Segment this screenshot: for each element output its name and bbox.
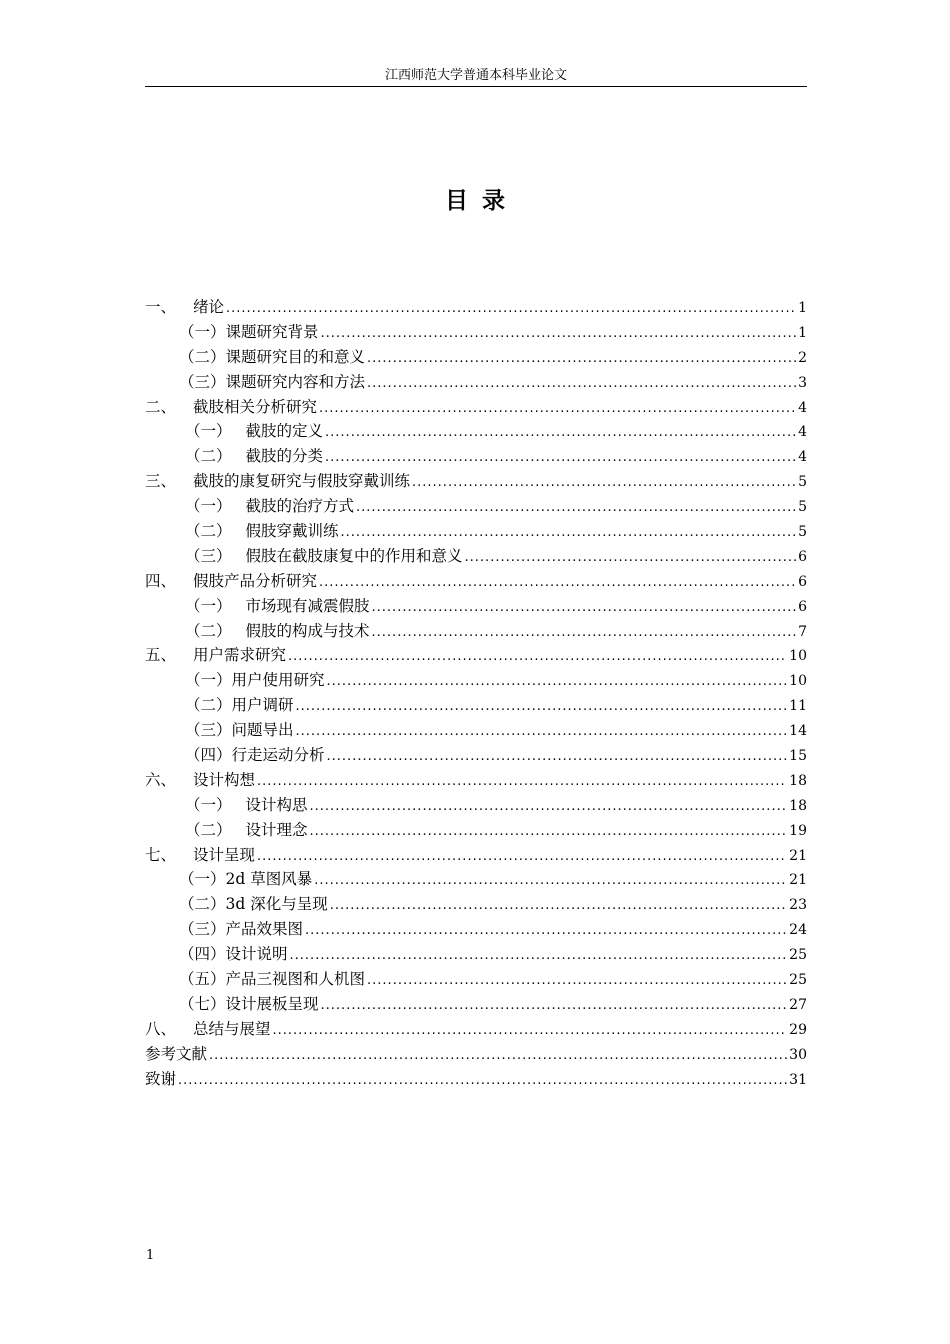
toc-entry-label: 课题研究背景 <box>225 322 319 341</box>
toc-entry-number: （三） <box>179 372 226 391</box>
toc-entry[interactable] <box>145 1017 807 1042</box>
toc-entry-number: （二） <box>179 347 226 366</box>
toc-leader-dots <box>257 770 787 795</box>
toc-entry-page: 27 <box>789 996 807 1013</box>
toc-entry-page: 10 <box>789 673 807 690</box>
toc-entry[interactable] <box>145 494 807 519</box>
toc-entry[interactable] <box>145 843 807 868</box>
toc-entry-label: 假肢的构成与技术 <box>245 621 370 640</box>
toc-entry[interactable] <box>145 668 807 693</box>
toc-entry-label: 截肢的治疗方式 <box>245 497 355 516</box>
toc-leader-dots <box>305 919 787 944</box>
toc-entry-number: 一、 <box>145 298 177 316</box>
page-header: 江西师范大学普通本科毕业论文 <box>145 66 807 87</box>
toc-entry-number: （三） <box>185 546 232 565</box>
toc-entry-number: 五、 <box>145 646 177 665</box>
toc-entry[interactable] <box>145 395 807 420</box>
toc-entry-label: 产品三视图和人机图 <box>225 970 366 989</box>
toc-entry-number: （一） <box>185 795 232 814</box>
toc-entry[interactable] <box>145 469 807 494</box>
toc-leader-dots <box>288 645 787 670</box>
toc-entry[interactable] <box>145 693 807 718</box>
table-of-contents <box>145 295 807 1092</box>
toc-leader-dots <box>296 720 788 745</box>
toc-leader-dots <box>321 994 788 1019</box>
toc-entry-number: （一） <box>185 497 232 516</box>
toc-entry-label: 设计理念 <box>245 820 308 839</box>
toc-entry-label: 设计呈现 <box>193 845 256 864</box>
toc-leader-dots <box>372 621 797 646</box>
toc-entry[interactable] <box>145 967 807 992</box>
toc-entry[interactable] <box>145 619 807 644</box>
toc-leader-dots <box>327 745 788 770</box>
toc-entry-label: 产品效果图 <box>225 920 304 939</box>
toc-entry-number: 三、 <box>145 472 177 491</box>
toc-entry-page: 31 <box>789 1071 807 1088</box>
toc-entry-page: 5 <box>798 474 807 491</box>
toc-leader-dots <box>226 297 796 322</box>
toc-entry-page: 15 <box>789 748 807 765</box>
toc-entry[interactable] <box>145 295 807 320</box>
toc-leader-dots <box>257 845 787 870</box>
toc-leader-dots <box>325 446 796 471</box>
page-number: 1 <box>146 1248 155 1263</box>
toc-entry-page: 10 <box>789 648 807 665</box>
toc-entry-page: 4 <box>798 399 807 416</box>
toc-entry-number: （二） <box>185 820 232 839</box>
toc-entry-label: 问题导出 <box>231 721 294 740</box>
toc-entry-number: （七） <box>179 994 226 1013</box>
toc-entry-number: （五） <box>179 970 226 989</box>
toc-entry-page: 25 <box>789 972 807 989</box>
toc-entry-page: 5 <box>798 524 807 541</box>
toc-entry[interactable] <box>145 345 807 370</box>
toc-entry-label: 2d 草图风暴 <box>225 870 313 889</box>
toc-entry-page: 14 <box>789 723 807 740</box>
toc-entry[interactable] <box>145 743 807 768</box>
toc-entry[interactable] <box>145 444 807 469</box>
toc-entry[interactable] <box>145 768 807 793</box>
toc-entry-number: （一） <box>185 422 232 441</box>
toc-entry-number: （一） <box>179 870 226 889</box>
toc-leader-dots <box>319 397 796 422</box>
toc-entry[interactable] <box>145 917 807 942</box>
toc-entry[interactable] <box>145 1042 807 1067</box>
toc-entry-number: （二） <box>185 621 232 640</box>
toc-entry-page: 18 <box>789 772 807 789</box>
toc-entry[interactable] <box>145 942 807 967</box>
toc-title: 目录 <box>445 188 519 214</box>
toc-entry-label: 设计展板呈现 <box>225 994 319 1013</box>
toc-entry-number: 四、 <box>145 571 177 590</box>
toc-leader-dots <box>465 546 797 571</box>
toc-entry-label: 致谢 <box>145 1069 177 1088</box>
toc-entry-number: （二） <box>185 696 232 715</box>
toc-leader-dots <box>367 969 787 994</box>
toc-leader-dots <box>209 1044 787 1069</box>
toc-leader-dots <box>325 421 796 446</box>
toc-entry[interactable] <box>145 992 807 1017</box>
toc-entry-page: 6 <box>798 573 807 590</box>
toc-entry[interactable] <box>145 569 807 594</box>
toc-leader-dots <box>314 869 787 894</box>
toc-entry-label: 截肢相关分析研究 <box>193 397 318 416</box>
toc-entry-page: 2 <box>798 349 807 366</box>
toc-entry-page: 21 <box>789 847 807 864</box>
toc-entry-number: （四） <box>185 746 232 765</box>
toc-entry-number: （二） <box>185 447 232 466</box>
toc-entry-label: 课题研究目的和意义 <box>225 347 366 366</box>
toc-entry-label: 设计构想 <box>193 770 256 789</box>
toc-entry-label: 用户需求研究 <box>193 646 287 665</box>
toc-entry-page: 23 <box>789 897 807 914</box>
toc-entry-number: （一） <box>185 671 232 690</box>
toc-entry-page: 3 <box>798 374 807 391</box>
toc-entry-label: 截肢的分类 <box>245 447 324 466</box>
toc-entry-number: （二） <box>179 895 226 914</box>
toc-entry-page: 29 <box>789 1021 807 1038</box>
toc-leader-dots <box>330 894 787 919</box>
toc-entry-page: 21 <box>789 872 807 889</box>
toc-entry-number: 二、 <box>145 397 177 416</box>
toc-leader-dots <box>356 496 796 521</box>
toc-entry-page: 18 <box>789 797 807 814</box>
toc-leader-dots <box>372 596 797 621</box>
toc-leader-dots <box>321 322 797 347</box>
toc-leader-dots <box>367 372 796 397</box>
toc-entry-page: 19 <box>789 822 807 839</box>
toc-entry-page: 6 <box>798 548 807 565</box>
toc-entry[interactable] <box>145 643 807 668</box>
toc-entry[interactable] <box>145 892 807 917</box>
toc-entry-number: 八、 <box>145 1019 177 1038</box>
toc-entry[interactable] <box>145 594 807 619</box>
toc-leader-dots <box>310 795 788 820</box>
toc-entry-number: 七、 <box>145 845 177 864</box>
toc-entry-page: 30 <box>789 1046 807 1063</box>
toc-entry-label: 参考文献 <box>145 1044 208 1063</box>
toc-entry[interactable] <box>145 370 807 395</box>
toc-entry-label: 总结与展望 <box>193 1019 271 1038</box>
toc-entry[interactable] <box>145 544 807 569</box>
toc-entry-number: （四） <box>179 945 226 964</box>
toc-entry-page: 4 <box>798 424 807 441</box>
toc-entry[interactable] <box>145 419 807 444</box>
toc-entry-label: 用户使用研究 <box>231 671 325 690</box>
toc-entry-number: 六、 <box>145 770 177 789</box>
toc-entry-label: 设计构思 <box>245 795 308 814</box>
toc-entry[interactable] <box>145 867 807 892</box>
toc-entry-page: 6 <box>798 598 807 615</box>
toc-entry-page: 1 <box>798 300 807 316</box>
toc-entry-page: 7 <box>798 623 807 640</box>
toc-entry[interactable] <box>145 519 807 544</box>
toc-entry-number: （一） <box>179 322 226 341</box>
toc-entry-page: 5 <box>798 499 807 516</box>
toc-entry-label: 假肢在截肢康复中的作用和意义 <box>245 546 463 565</box>
toc-leader-dots <box>290 944 788 969</box>
toc-leader-dots <box>310 820 788 845</box>
toc-leader-dots <box>367 347 796 372</box>
toc-entry-label: 3d 深化与呈现 <box>225 895 328 914</box>
toc-entry-label: 设计说明 <box>225 945 288 964</box>
toc-entry-label: 假肢穿戴训练 <box>245 522 339 541</box>
toc-entry-page: 24 <box>789 922 807 939</box>
toc-entry-page: 25 <box>789 947 807 964</box>
toc-entry-label: 用户调研 <box>231 696 294 715</box>
toc-entry-label: 截肢的康复研究与假肢穿戴训练 <box>193 472 411 491</box>
toc-entry-label: 绪论 <box>193 298 225 316</box>
toc-leader-dots <box>273 1019 788 1044</box>
toc-entry-number: （二） <box>185 522 232 541</box>
toc-entry-number: （一） <box>185 596 232 615</box>
toc-entry[interactable] <box>145 818 807 843</box>
toc-leader-dots <box>412 471 796 496</box>
toc-leader-dots <box>327 670 788 695</box>
toc-entry-page: 4 <box>798 449 807 466</box>
toc-leader-dots <box>296 695 788 720</box>
toc-entry-label: 行走运动分析 <box>231 746 325 765</box>
toc-leader-dots <box>319 571 796 596</box>
toc-entry-number: （三） <box>185 721 232 740</box>
toc-leader-dots <box>178 1069 787 1094</box>
toc-entry-label: 市场现有减震假肢 <box>245 596 370 615</box>
toc-entry[interactable] <box>145 1067 807 1092</box>
toc-entry-number: （三） <box>179 920 226 939</box>
toc-entry[interactable] <box>145 718 807 743</box>
toc-entry-label: 截肢的定义 <box>245 422 324 441</box>
toc-entry-label: 假肢产品分析研究 <box>193 571 318 590</box>
toc-entry-label: 课题研究内容和方法 <box>225 372 366 391</box>
toc-entry[interactable] <box>145 320 807 345</box>
toc-entry-page: 11 <box>789 698 807 715</box>
toc-entry-page: 1 <box>798 324 807 341</box>
toc-entry[interactable] <box>145 793 807 818</box>
toc-leader-dots <box>341 521 797 546</box>
